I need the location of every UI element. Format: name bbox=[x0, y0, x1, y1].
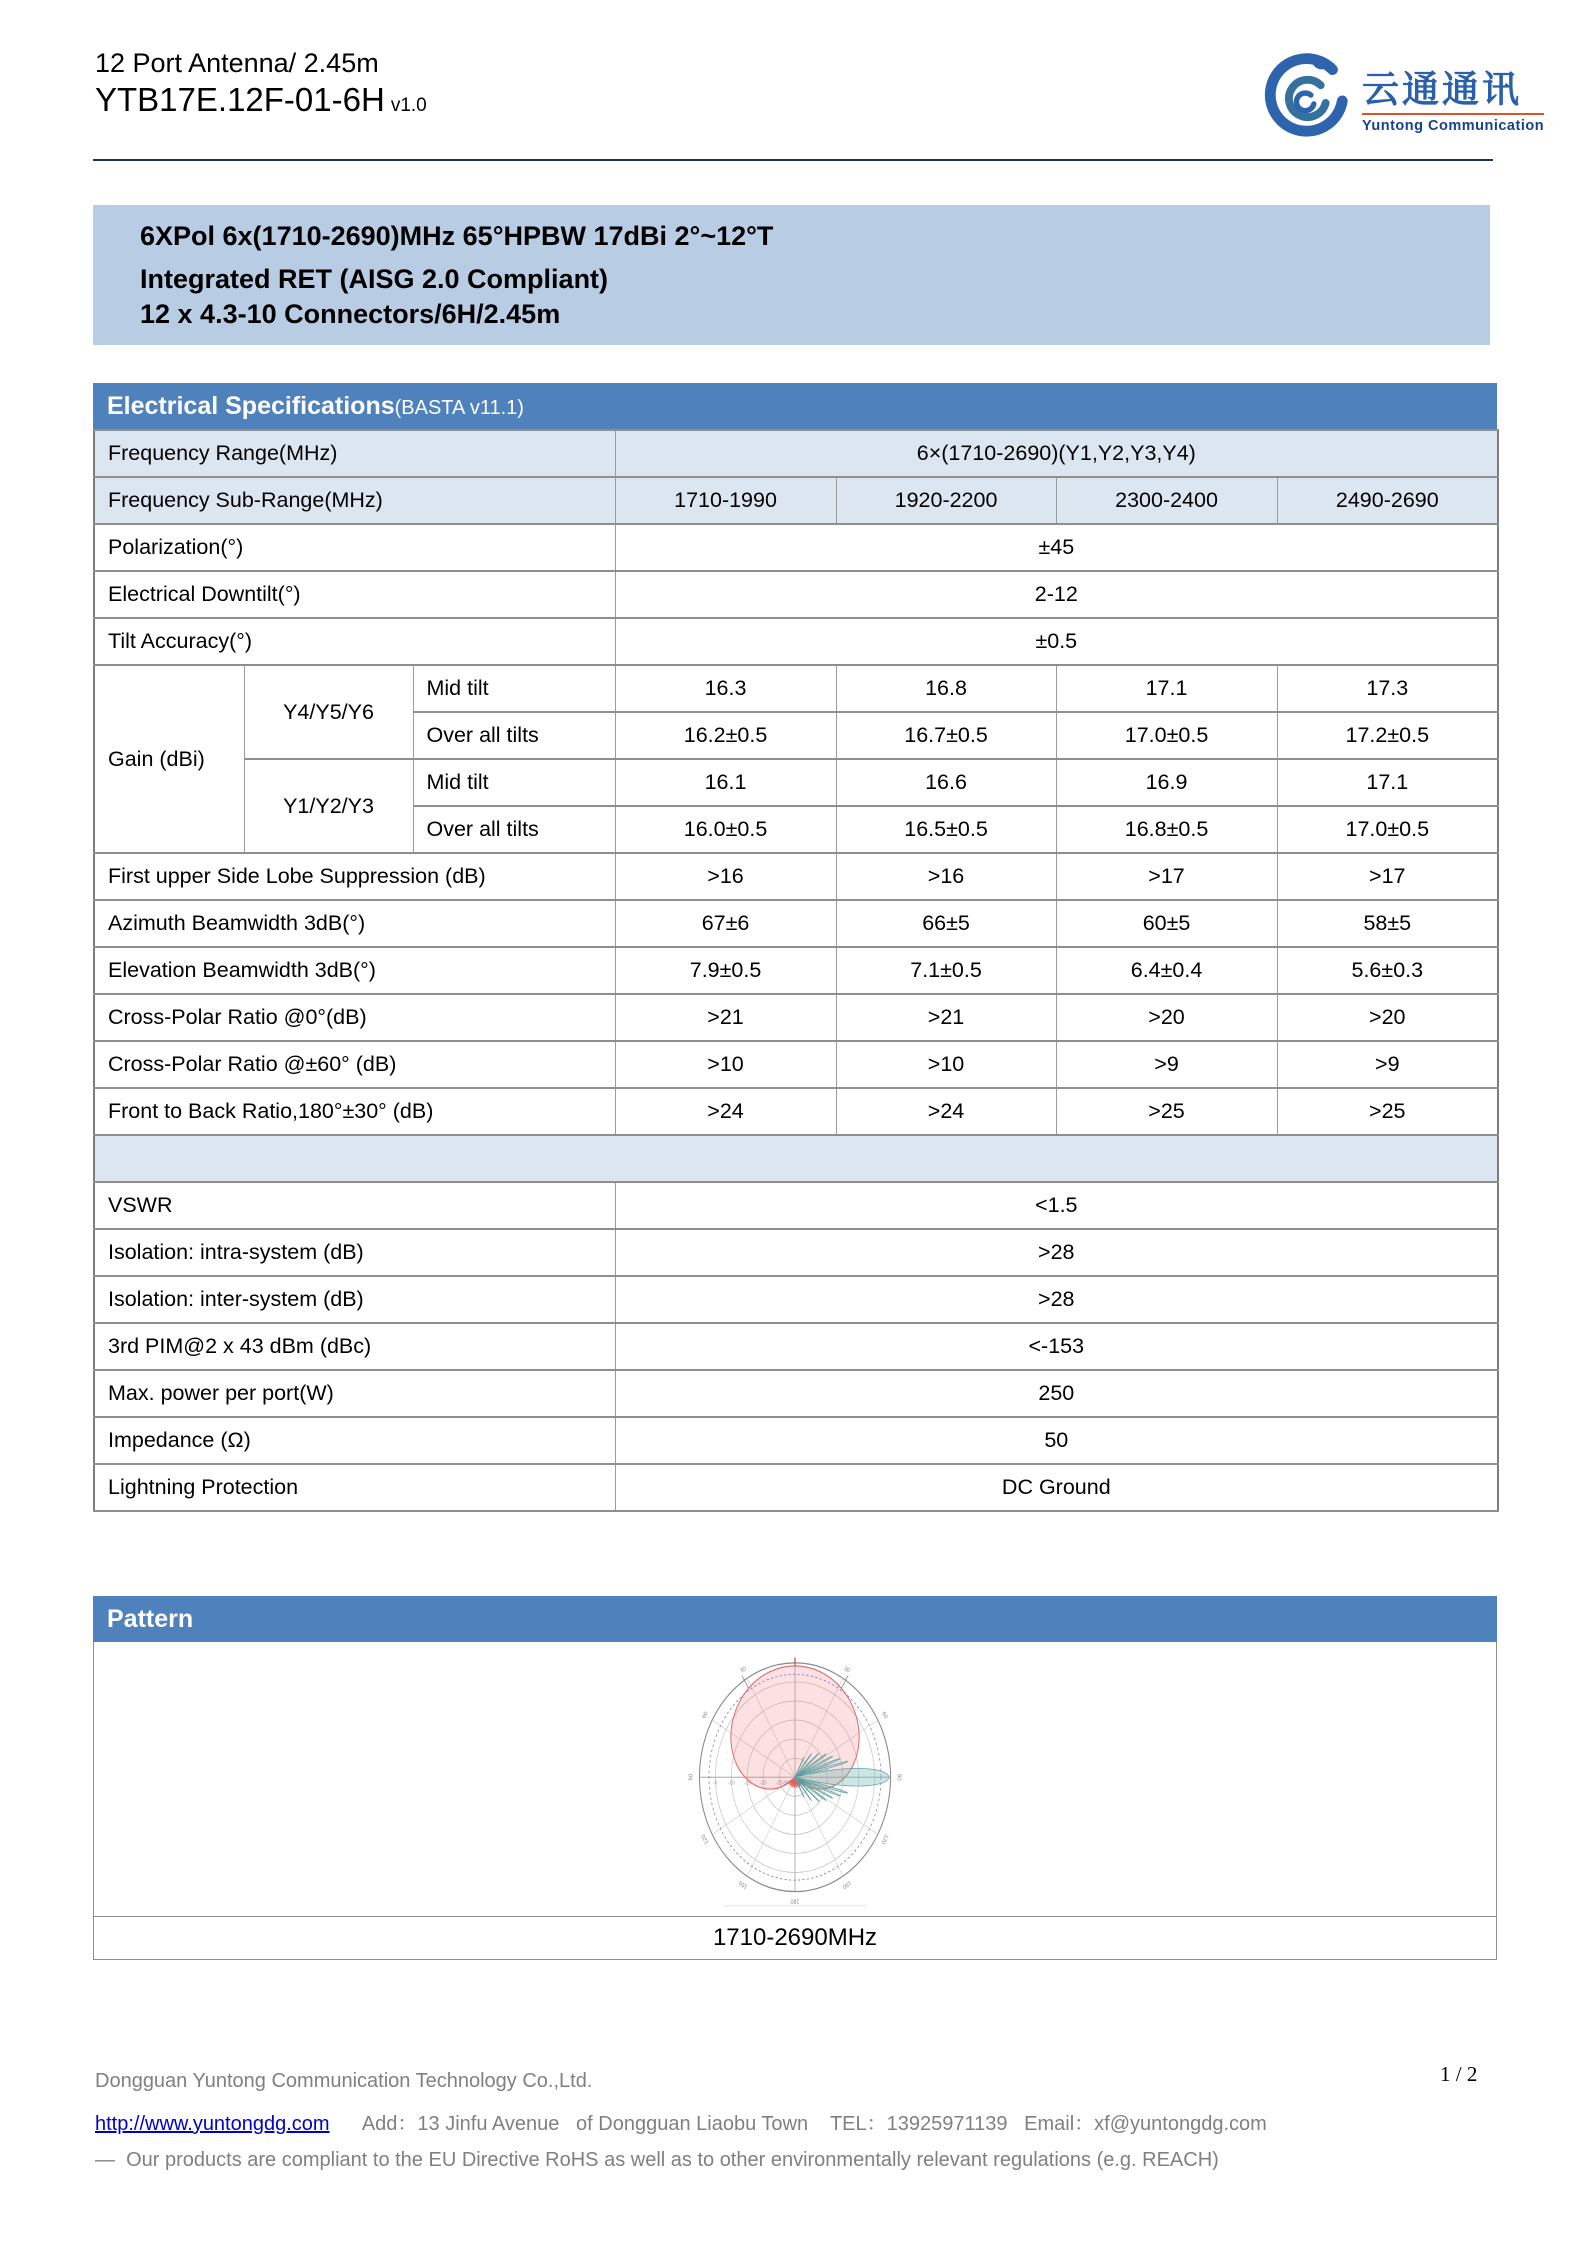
svg-text:90: 90 bbox=[895, 1773, 901, 1781]
svg-text:120: 120 bbox=[879, 1832, 889, 1846]
company-website-link[interactable]: http://www.yuntongdg.com bbox=[95, 2113, 330, 2135]
spec-value: >10 bbox=[615, 1041, 836, 1088]
electrical-specifications-section bbox=[93, 383, 1497, 1512]
spec-value: 16.8 bbox=[836, 665, 1056, 712]
spec-value: >28 bbox=[615, 1276, 1498, 1323]
spec-value: >9 bbox=[1277, 1041, 1498, 1088]
spec-label: Isolation: intra-system (dB) bbox=[94, 1229, 615, 1276]
spec-value: >20 bbox=[1056, 994, 1277, 1041]
polar-pattern-plot bbox=[683, 1645, 907, 1913]
spec-label: Mid tilt bbox=[413, 759, 615, 806]
highlight-line-1: 6XPol 6x(1710-2690)MHz 65°HPBW 17dBi 2°~12°T bbox=[140, 220, 774, 251]
model-number bbox=[95, 80, 427, 126]
svg-text:30: 30 bbox=[739, 1665, 748, 1675]
company-logo bbox=[1258, 50, 1544, 153]
spec-label: 3rd PIM@2 x 43 dBm (dBc) bbox=[94, 1323, 615, 1370]
spec-value: 17.2±0.5 bbox=[1277, 712, 1498, 759]
spec-value: 17.3 bbox=[1277, 665, 1498, 712]
spec-label: Over all tilts bbox=[413, 806, 615, 853]
svg-text:60: 60 bbox=[880, 1710, 889, 1721]
spec-value: 50 bbox=[615, 1417, 1498, 1464]
footer-company-name: Dongguan Yuntong Communication Technology Co.,Ltd. bbox=[95, 2070, 593, 2092]
page-footer bbox=[95, 2062, 1497, 2172]
version-label: v1.0 bbox=[390, 95, 427, 116]
spec-label: Max. power per port(W) bbox=[94, 1370, 615, 1417]
svg-text:120: 120 bbox=[701, 1832, 711, 1846]
spec-value: <-153 bbox=[615, 1323, 1498, 1370]
spec-value: 2300-2400 bbox=[1056, 477, 1277, 524]
footer-compliance-note: — Our products are compliant to the EU Directive RoHS as well as to other environmentally relevant regulations (e.g. REACH) bbox=[95, 2149, 1219, 2171]
spec-value: 17.0±0.5 bbox=[1056, 712, 1277, 759]
section-subtitle: (BASTA v11.1) bbox=[394, 397, 524, 419]
spec-value: 16.7±0.5 bbox=[836, 712, 1056, 759]
highlight-line-2: Integrated RET (AISG 2.0 Compliant) bbox=[140, 263, 609, 294]
spec-label: Mid tilt bbox=[413, 665, 615, 712]
svg-text:150: 150 bbox=[841, 1878, 852, 1890]
spec-label: Over all tilts bbox=[413, 712, 615, 759]
spec-value: >10 bbox=[836, 1041, 1056, 1088]
footer-contact-details: Add：13 Jinfu Avenue of Dongguan Liaobu Town TEL：13925971139 Email：xf@yuntongdg.com bbox=[329, 2113, 1267, 2135]
model-number-text: YTB17E.12F-01-6H bbox=[95, 81, 385, 118]
spec-value: 17.1 bbox=[1277, 759, 1498, 806]
spec-value: >25 bbox=[1056, 1088, 1277, 1135]
spec-label: Lightning Protection bbox=[94, 1464, 615, 1511]
product-line-title: 12 Port Antenna/ 2.45m bbox=[95, 48, 379, 78]
logo-divider bbox=[1362, 113, 1544, 115]
svg-text:-15: -15 bbox=[743, 1780, 751, 1787]
spec-value: >28 bbox=[615, 1229, 1498, 1276]
product-highlight-box bbox=[93, 205, 1490, 345]
spec-value: ±0.5 bbox=[615, 618, 1498, 665]
spec-value: 67±6 bbox=[615, 900, 836, 947]
spec-label: Impedance (Ω) bbox=[94, 1417, 615, 1464]
spec-value: 16.0±0.5 bbox=[615, 806, 836, 853]
spec-value: <1.5 bbox=[615, 1182, 1498, 1229]
spec-value: >16 bbox=[615, 853, 836, 900]
spec-value: >24 bbox=[836, 1088, 1056, 1135]
spec-value: 2490-2690 bbox=[1277, 477, 1498, 524]
spec-value: 17.0±0.5 bbox=[1277, 806, 1498, 853]
svg-text:60: 60 bbox=[701, 1710, 710, 1721]
spec-value: >17 bbox=[1056, 853, 1277, 900]
spec-value: 16.2±0.5 bbox=[615, 712, 836, 759]
spec-label: Cross-Polar Ratio @0°(dB) bbox=[94, 994, 615, 1041]
spec-label: Polarization(°) bbox=[94, 524, 615, 571]
spec-value: 16.3 bbox=[615, 665, 836, 712]
spec-value: 7.1±0.5 bbox=[836, 947, 1056, 994]
spec-value: 58±5 bbox=[1277, 900, 1498, 947]
pattern-section bbox=[93, 1596, 1497, 1960]
spec-value: 16.5±0.5 bbox=[836, 806, 1056, 853]
svg-text:180: 180 bbox=[790, 1897, 800, 1904]
spec-label: Azimuth Beamwidth 3dB(°) bbox=[94, 900, 615, 947]
svg-text:90: 90 bbox=[689, 1773, 695, 1781]
spec-value: DC Ground bbox=[615, 1464, 1498, 1511]
spec-label: VSWR bbox=[94, 1182, 615, 1229]
spec-value: >9 bbox=[1056, 1041, 1277, 1088]
spec-value: >21 bbox=[615, 994, 836, 1041]
spec-value: >25 bbox=[1277, 1088, 1498, 1135]
spec-value: 16.9 bbox=[1056, 759, 1277, 806]
spec-label: Elevation Beamwidth 3dB(°) bbox=[94, 947, 615, 994]
spec-value: >20 bbox=[1277, 994, 1498, 1041]
footer-contact-line bbox=[95, 2107, 1497, 2136]
spec-label: Frequency Sub-Range(MHz) bbox=[94, 477, 615, 524]
header-rule bbox=[93, 159, 1493, 161]
spec-label: Electrical Downtilt(°) bbox=[94, 571, 615, 618]
section-title: Electrical Specifications bbox=[107, 392, 395, 420]
spec-label: Gain (dBi) bbox=[94, 665, 244, 853]
svg-text:-10: -10 bbox=[727, 1780, 735, 1787]
spec-label: Tilt Accuracy(°) bbox=[94, 618, 615, 665]
logo-text bbox=[1362, 69, 1544, 134]
logo-english-name: Yuntong Communication bbox=[1362, 118, 1545, 134]
spec-value: >21 bbox=[836, 994, 1056, 1041]
spec-label: Cross-Polar Ratio @±60° (dB) bbox=[94, 1041, 615, 1088]
spec-value: 2-12 bbox=[615, 571, 1498, 618]
spec-separator bbox=[94, 1135, 1498, 1182]
spec-value: Y1/Y2/Y3 bbox=[244, 759, 413, 853]
spec-value: 5.6±0.3 bbox=[1277, 947, 1498, 994]
spec-value: 6.4±0.4 bbox=[1056, 947, 1277, 994]
spec-value: 16.1 bbox=[615, 759, 836, 806]
spec-label: Frequency Range(MHz) bbox=[94, 430, 615, 477]
pattern-header bbox=[93, 1596, 1497, 1642]
svg-text:-5: -5 bbox=[713, 1780, 718, 1787]
spec-value: ±45 bbox=[615, 524, 1498, 571]
svg-text:30: 30 bbox=[842, 1665, 851, 1675]
spec-value: >24 bbox=[615, 1088, 836, 1135]
spec-label: Isolation: inter-system (dB) bbox=[94, 1276, 615, 1323]
spec-value: 7.9±0.5 bbox=[615, 947, 836, 994]
logo-chinese-name: 云通通讯 bbox=[1362, 69, 1522, 110]
spec-value: 60±5 bbox=[1056, 900, 1277, 947]
pattern-plot-box bbox=[93, 1642, 1497, 1917]
electrical-specifications-header bbox=[93, 383, 1497, 429]
spec-value: >16 bbox=[836, 853, 1056, 900]
spec-value: >17 bbox=[1277, 853, 1498, 900]
page-number: 1 / 2 bbox=[1440, 2062, 1478, 2086]
spec-value: 17.1 bbox=[1056, 665, 1277, 712]
spec-value: 66±5 bbox=[836, 900, 1056, 947]
spec-value: 16.8±0.5 bbox=[1056, 806, 1277, 853]
pattern-title: Pattern bbox=[107, 1605, 194, 1633]
spec-value: 250 bbox=[615, 1370, 1498, 1417]
svg-text:150: 150 bbox=[738, 1878, 749, 1890]
spec-table-body bbox=[94, 430, 1498, 1511]
pattern-caption: 1710-2690MHz bbox=[93, 1917, 1497, 1960]
spec-value: 6×(1710-2690)(Y1,Y2,Y3,Y4) bbox=[615, 430, 1498, 477]
spec-value: 16.6 bbox=[836, 759, 1056, 806]
electrical-specs-table bbox=[93, 429, 1499, 1512]
header bbox=[95, 48, 427, 126]
spec-value: 1710-1990 bbox=[615, 477, 836, 524]
spec-value: Y4/Y5/Y6 bbox=[244, 665, 413, 759]
highlight-line-3: 12 x 4.3-10 Connectors/6H/2.45m bbox=[140, 298, 561, 329]
spec-value: 1920-2200 bbox=[836, 477, 1056, 524]
logo-swirl-icon bbox=[1258, 50, 1356, 153]
spec-label: First upper Side Lobe Suppression (dB) bbox=[94, 853, 615, 900]
spec-label: Front to Back Ratio,180°±30° (dB) bbox=[94, 1088, 615, 1135]
